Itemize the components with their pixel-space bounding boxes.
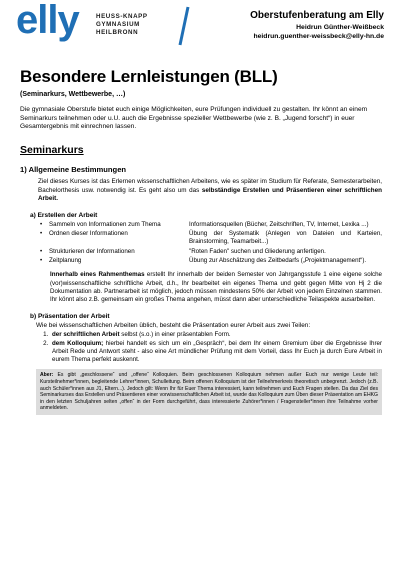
task-description: Übung der Systematik (Anlegen von Dateien und Karteien, Brainstorming, Teamarbeit...) xyxy=(189,230,382,246)
document-subtitle: (Seminarkurs, Wettbewerbe, …) xyxy=(20,90,126,98)
presentation-item-title: dem Kolloquium; xyxy=(52,339,104,347)
task-row xyxy=(40,230,382,248)
task-label: Strukturieren der Informationen xyxy=(49,247,135,255)
header-contact xyxy=(250,10,384,40)
subsection-heading-general: 1) Allgemeine Bestimmungen xyxy=(20,165,127,175)
logo-line: HEUSS-KNAPP xyxy=(96,13,148,20)
general-paragraph-text: Ziel dieses Kurses ist das Erlernen wissenschaftlichen Arbeitens, wie es später im Studium für Referate, Semesterarbeiten, Bachelorthesis usw. notwendig ist. Es geht also um das xyxy=(38,178,382,194)
bullet-icon: • xyxy=(40,256,43,264)
bullet-icon: • xyxy=(40,220,43,228)
presentation-item-title: der schriftlichen Arbeit xyxy=(52,330,120,338)
bullet-icon: • xyxy=(40,247,43,255)
framework-text: erstellt Ihr innerhalb der beiden Semester von Jahrgangsstufe 1 eine eigene solche (vor)wissenschaftliche schriftliche Arbeit, d.h., Ihr bearbeitet ein eigenes Thema und gebt gegen Mitte von Hj 2 die Dokumentation ab. Partnerarbeit ist möglich, jedoch müssen mindestens 50% der Arbeit von jedem Einzelnen stammen. Ihr könnt also z.B. gemeinsam ein großes Thema angehen, müsst dann aber unterschiedliche Teilaspekte ausarbeiten. xyxy=(50,271,382,304)
colloquium-note-box xyxy=(36,369,382,415)
task-description: Informationsquellen (Bücher, Zeitschriften, TV, Internet, Lexika ...) xyxy=(189,220,369,228)
header-title: Oberstufenberatung am Elly xyxy=(250,10,384,21)
general-paragraph xyxy=(38,178,382,203)
subheading-create-work: a) Erstellen der Arbeit xyxy=(30,211,98,219)
presentation-intro: Wie bei wissenschaftlichen Arbeiten üblich, besteht die Präsentation eurer Arbeit aus zwei Teilen: xyxy=(36,321,311,329)
school-logo xyxy=(16,0,186,50)
logo-line: HEILBRONN xyxy=(96,28,139,36)
task-row xyxy=(40,248,382,257)
general-paragraph-emphasis: selbständige Erstellen und Präsentieren einer schriftlichen Arbeit. xyxy=(38,186,382,203)
framework-emphasis: Innerhalb eines Rahmenthemas xyxy=(50,271,145,279)
note-text: Es gibt „geschlossene“ und „offene“ Kolloquien. Beim geschlossenen Kolloquium nehmen außer Euch nur wenige Leute teil: Kursteilnehmer*innen, begleitende Lehrer*innen, Schulleitung. Beim offenen Kolloquium ist der Teilnehmerkreis theoretisch unbegrenzt. Jedoch (z.B. auch Schüler*innen aus J1, Eltern...). Jedoch gilt: Wenn Ihr für Euer Thema interessiert, kann teilnehmen und Euch Fragen stellen. Da das Ziel des Seminarkurses das Erstellen und Präsentieren einer vorwissenschaftlichen Arbeit ist, wurde das Kolloquium zum Üben dieser Präsentation am EHKG in den letzten Schuljahren selten „offen“ in der Form durchgeführt, dass interessierte Zuhörer*innen / Fragensteller*innen ihre Teilnahme vorher anmeldeten. xyxy=(40,372,378,412)
logo-line: GYMNASIUM xyxy=(96,20,140,28)
presentation-item xyxy=(50,331,382,339)
header-email: heidrun.guenther-weissbeck@elly-hn.de xyxy=(253,33,384,40)
subheading-presentation: b) Präsentation der Arbeit xyxy=(30,312,110,320)
presentation-item-text: hierbei handelt es sich um ein „Gespräch“, bei dem Ihr einem Gremium über die Ergebnisse Ihrer Arbeit Rede und Antwort steht - also eine Art mündlicher Prüfung mit dem Vorteil, dass Ihr Euch ja durch Eure Arbeit in eurem Thema perfekt auskennt. xyxy=(52,339,383,364)
section-heading-seminarkurs: Seminarkurs xyxy=(20,144,84,157)
logo-slash-icon xyxy=(178,6,190,46)
presentation-item-text: selbst (s.o.) in einer präsentablen Form. xyxy=(119,330,231,338)
note-label: Aber: xyxy=(40,372,54,379)
task-description: Übung zur Abschätzung des Zeitbedarfs („Projektmanagement“). xyxy=(189,256,367,264)
presentation-list xyxy=(50,331,382,365)
task-row xyxy=(40,221,382,230)
logo-wordmark: elly xyxy=(16,0,79,42)
task-label: Sammeln von Informationen zum Thema xyxy=(49,220,161,228)
task-label: Ordnen dieser Informationen xyxy=(49,230,128,238)
task-row xyxy=(40,257,382,266)
task-table xyxy=(40,221,382,267)
logo-school-name xyxy=(96,13,178,36)
bullet-icon: • xyxy=(40,230,43,238)
document-title: Besondere Lernleistungen (BLL) xyxy=(20,67,278,86)
document-body xyxy=(20,68,382,415)
task-label: Zeitplanung xyxy=(49,256,82,264)
framework-paragraph xyxy=(50,271,382,304)
intro-paragraph: Die gymnasiale Oberstufe bietet euch einige Möglichkeiten, eure Prüfungen individuell zu gestalten. Ihr könnt an einem Seminarkurs teilnehmen oder u.U. auch die Ergebnisse spezieller Wettbewerbe (wie z. B. „Jugend forscht“) in euer Gesamtergebnis mit einrechnen lassen. xyxy=(20,105,368,131)
header-person-name: Heidrun Günther-Weißbeck xyxy=(296,24,384,31)
task-description: "Roten Faden" suchen und Gliederung anfertigen. xyxy=(189,247,326,255)
presentation-item xyxy=(50,340,382,365)
